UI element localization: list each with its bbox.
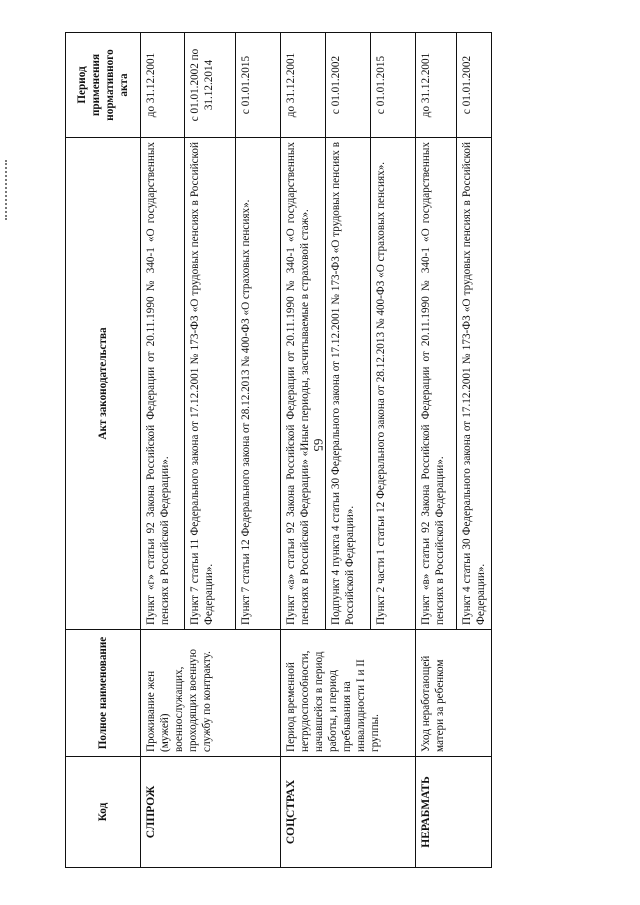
row-act: Пункт «в» статьи 92 Закона Российской Федерации от 20.11.1990 № 340-1 «О государственных пенсиях в Российской Федерации».	[416, 138, 457, 630]
header-act: Акт законодательства	[66, 138, 141, 630]
row-period: с 01.01.2002 по 31.12.2014	[185, 33, 236, 138]
row-act: Пункт 2 части 1 статьи 12 Федерального закона от 28.12.2013 № 400-ФЗ «О страховых пенсиях».	[371, 138, 416, 630]
row-period: с 01.01.2002	[457, 33, 492, 138]
row-act: Пункт 4 статьи 30 Федерального закона от 17.12.2001 № 173-ФЗ «О трудовых пенсиях в Российской Федерации».	[457, 138, 492, 630]
legislation-table	[65, 32, 492, 868]
scan-edge-mark	[5, 160, 9, 220]
row-period: до 31.12.2001	[141, 33, 185, 138]
page-number: 65	[311, 438, 326, 452]
header-period: Период применения нормативного акта	[66, 33, 141, 138]
row-code: СОЦСТРАХ	[281, 757, 416, 868]
row-act: Пункт «г» статьи 92 Закона Российской Федерации от 20.11.1990 № 340-1 «О государственных пенсиях в Российской Федерации».	[141, 138, 185, 630]
row-period: с 01.01.2002	[326, 33, 371, 138]
row-full-name: Проживание жен (мужей) военнослужащих, проходящих военную службу по контракту.	[141, 630, 281, 757]
row-full-name: Уход неработающей матери за ребенком	[416, 630, 492, 757]
table-header-row	[66, 33, 141, 868]
row-code: НЕРАБМАТЬ	[416, 757, 492, 868]
row-full-name: Период временной нетрудоспособности, начавшейся в период работы, и период пребывания на инвалидности I и II группы.	[281, 630, 416, 757]
row-act: Пункт «а» статьи 92 Закона Российской Федерации от 20.11.1990 № 340-1 «О государственных пенсиях в Российской Федерации» «Иные периоды, засчитываемые в страховой стаж».	[281, 138, 326, 630]
row-act: Пункт 7 статьи 11 Федерального закона от 17.12.2001 № 173-ФЗ «О трудовых пенсиях в Российской Федерации».	[185, 138, 236, 630]
table-row	[416, 33, 457, 868]
row-period: до 31.12.2001	[416, 33, 457, 138]
table-row	[281, 33, 326, 868]
row-act: Подпункт 4 пункта 4 статьи 30 Федерального закона от 17.12.2001 № 173-ФЗ «О трудовых пенсиях в Российской Федерации».	[326, 138, 371, 630]
row-period: с 01.01.2015	[371, 33, 416, 138]
header-code: Код	[66, 757, 141, 868]
row-period: с 01.01.2015	[236, 33, 281, 138]
table-row	[141, 33, 185, 868]
row-period: до 31.12.2001	[281, 33, 326, 138]
rotated-table-container	[65, 33, 491, 868]
row-act: Пункт 7 статьи 12 Федерального закона от 28.12.2013 № 400-ФЗ «О страховых пенсиях».	[236, 138, 281, 630]
row-code: СЛПРОЖ	[141, 757, 281, 868]
header-name: Полное наименование	[66, 630, 141, 757]
